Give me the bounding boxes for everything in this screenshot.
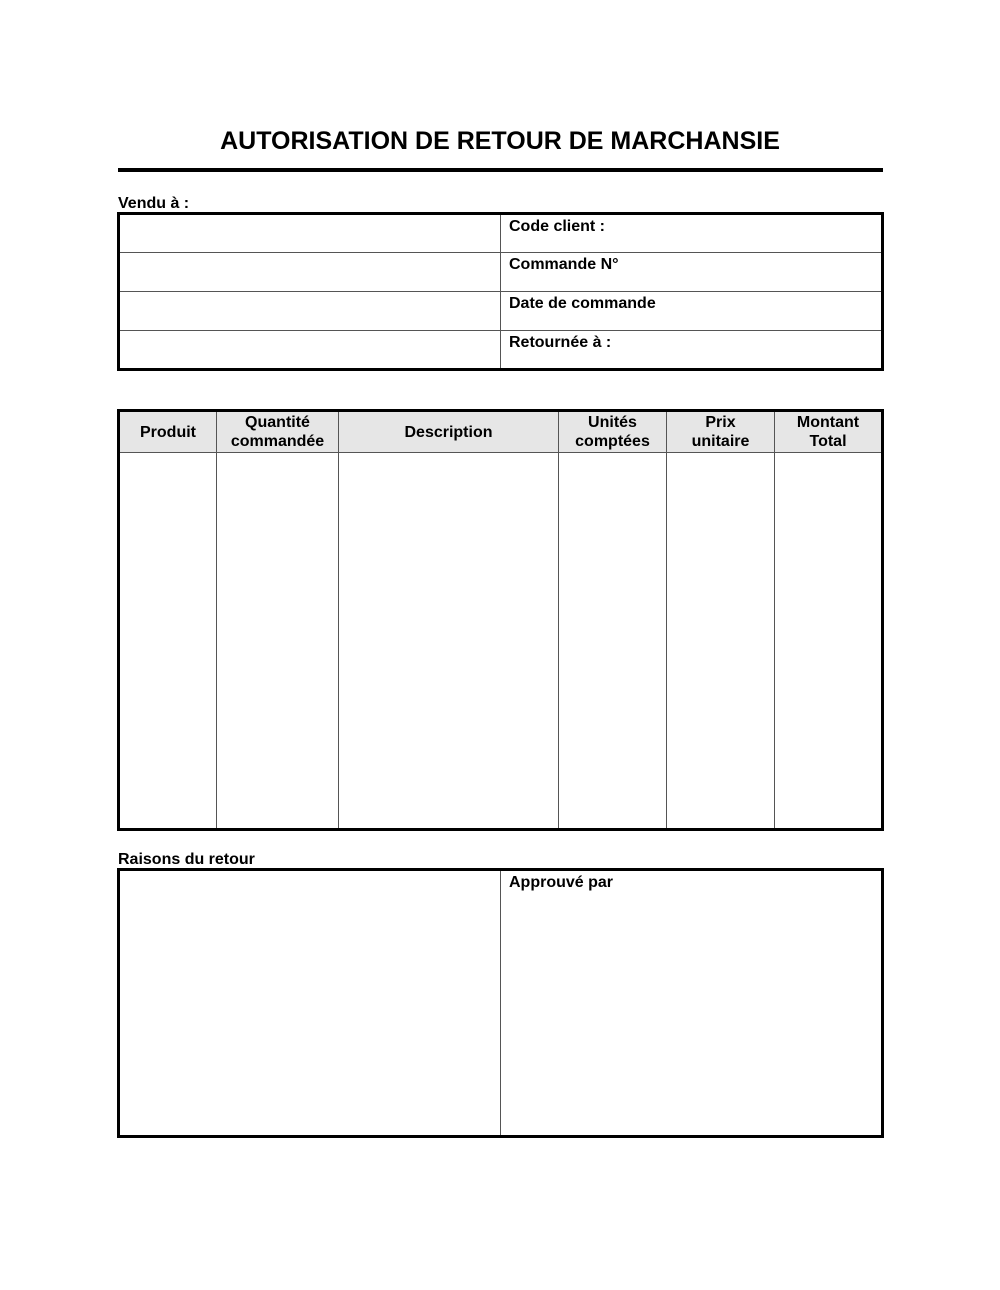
customer-code-field[interactable] <box>501 214 883 253</box>
items-header-row <box>119 411 883 453</box>
table-row <box>119 453 883 830</box>
unit-price-cell[interactable] <box>667 453 775 830</box>
sold-to-address-line-2[interactable] <box>119 253 501 292</box>
description-cell[interactable] <box>339 453 559 830</box>
column-header-quantity-ordered: Quantité commandée <box>217 411 339 453</box>
return-reasons-field[interactable] <box>119 870 501 1137</box>
sold-to-address-line-1[interactable] <box>119 214 501 253</box>
approved-by-label: Approuvé par <box>509 874 614 891</box>
units-counted-cell[interactable] <box>559 453 667 830</box>
return-reasons-label: Raisons du retour <box>118 851 255 868</box>
column-header-product: Produit <box>119 411 217 453</box>
order-number-label: Commande N° <box>509 256 619 273</box>
order-number-field[interactable] <box>501 253 883 292</box>
sold-to-address-line-3[interactable] <box>119 292 501 331</box>
quantity-ordered-cell[interactable] <box>217 453 339 830</box>
page-title: AUTORISATION DE RETOUR DE MARCHANSIE <box>220 127 780 155</box>
column-header-total-amount: Montant Total <box>775 411 883 453</box>
items-table <box>117 409 884 831</box>
order-date-field[interactable] <box>501 292 883 331</box>
total-amount-cell[interactable] <box>775 453 883 830</box>
sold-to-address-line-4[interactable] <box>119 331 501 370</box>
sold-to-label: Vendu à : <box>118 195 190 212</box>
column-header-unit-price: Prix unitaire <box>667 411 775 453</box>
customer-code-label: Code client : <box>509 218 606 235</box>
column-header-units-counted: Unités comptées <box>559 411 667 453</box>
sold-to-row <box>119 214 883 253</box>
sold-to-row <box>119 331 883 370</box>
returned-to-field[interactable] <box>501 331 883 370</box>
title-divider <box>118 168 883 172</box>
returned-to-label: Retournée à : <box>509 334 612 351</box>
sold-to-row <box>119 253 883 292</box>
sold-to-row <box>119 292 883 331</box>
return-reasons-row <box>119 870 883 1137</box>
product-cell[interactable] <box>119 453 217 830</box>
sold-to-table <box>117 212 884 371</box>
return-reasons-table <box>117 868 884 1138</box>
column-header-description: Description <box>339 411 559 453</box>
order-date-label: Date de commande <box>509 295 656 312</box>
approved-by-field[interactable] <box>501 870 883 1137</box>
